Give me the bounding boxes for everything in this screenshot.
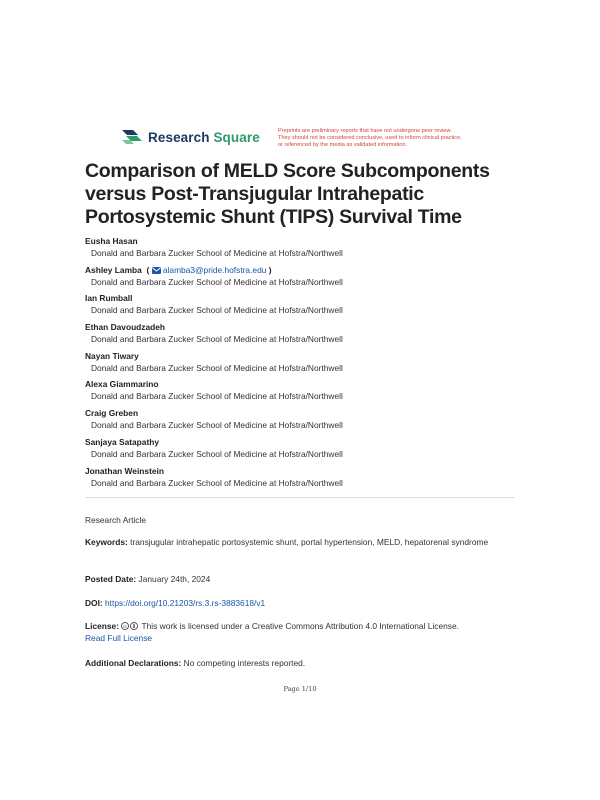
author-entry [85,436,525,465]
author-affiliation: Donald and Barbara Zucker School of Medicine at Hofstra/Northwell [91,248,343,258]
author-name: Alexa Giammarino [85,379,159,390]
research-square-logo[interactable] [120,128,260,146]
declarations-label: Additional Declarations: [85,658,182,668]
posted-date-block [85,573,515,585]
attribution-icon [130,622,138,630]
disclaimer-line: They should not be considered conclusive, used to inform clinical practice, [278,135,462,141]
posted-date-label: Posted Date: [85,574,137,584]
svg-text:cc: cc [123,623,128,629]
author-name: Ian Rumball [85,293,133,304]
author-affiliation: Donald and Barbara Zucker School of Medicine at Hofstra/Northwell [91,276,343,287]
author-entry [85,235,525,264]
author-name: Nayan Tiwary [85,350,139,361]
creative-commons-icon [121,622,129,630]
author-entry [85,350,525,379]
author-affiliation: Donald and Barbara Zucker School of Medicine at Hofstra/Northwell [91,334,343,345]
license-label: License: [85,621,119,631]
disclaimer-line: Preprints are preliminary reports that have not undergone peer review. [278,128,452,134]
author-name: Ashley Lamba [85,264,142,275]
author-affiliation: Donald and Barbara Zucker School of Medicine at Hofstra/Northwell [91,362,343,373]
author-name: Eusha Hasan [85,236,138,246]
author-affiliation: Donald and Barbara Zucker School of Medicine at Hofstra/Northwell [91,305,343,316]
author-name: Sanjaya Satapathy [85,436,160,447]
author-entry [85,292,525,321]
page-number: Page 1/10 [283,685,317,693]
author-affiliation: Donald and Barbara Zucker School of Medicine at Hofstra/Northwell [91,420,343,431]
author-name: Craig Greben [85,408,139,419]
section-divider [85,497,515,498]
keywords-label: Keywords: [85,537,128,547]
read-full-license-link[interactable]: Read Full License [85,633,153,643]
author-entry [85,465,525,494]
license-block [85,620,515,644]
paper-title: Comparison of MELD Score Subcomponents versus Post-Transjugular Intrahepatic Portosystemic Shunt (TIPS) Survival Time [85,160,490,228]
author-affiliation: Donald and Barbara Zucker School of Medicine at Hofstra/Northwell [91,477,343,488]
author-entry [85,321,525,350]
doi-label: DOI: [85,598,103,608]
author-affiliation: Donald and Barbara Zucker School of Medicine at Hofstra/Northwell [91,391,343,402]
author-name: Ethan Davoudzadeh [85,322,166,333]
author-entry [85,264,525,293]
posted-date-value: January 24th, 2024 [138,574,211,584]
keywords-block [85,536,515,548]
doi-link[interactable]: https://doi.org/10.21203/rs.3.rs-3883618/v1 [105,598,266,608]
preprint-disclaimer [278,128,538,149]
author-email-link[interactable]: alamba3@pride.hofstra.edu [162,264,267,275]
keywords-value: transjugular intrahepatic portosystemic shunt, portal hypertension, MELD, hepatorenal syndrome [130,537,489,547]
logo-wordmark: Research Square [148,129,260,145]
author-entry [85,378,525,407]
mail-icon [152,267,161,274]
author-affiliation: Donald and Barbara Zucker School of Medicine at Hofstra/Northwell [91,448,343,459]
preprint-header [120,128,520,150]
declarations-block [85,657,515,669]
author-entry [85,407,525,436]
author-list [85,235,525,493]
article-type: Research Article [85,515,146,525]
doi-block [85,597,515,609]
declarations-value: No competing interests reported. [183,658,306,668]
author-name: Jonathan Weinstein [85,465,164,476]
author-email-group: ( alamba3@pride.hofstra.edu ) [144,264,272,275]
research-square-logo-icon [120,128,144,146]
disclaimer-line: or referenced by the media as validated information. [278,142,408,148]
license-text: This work is licensed under a Creative Commons Attribution 4.0 International License. [141,621,459,631]
